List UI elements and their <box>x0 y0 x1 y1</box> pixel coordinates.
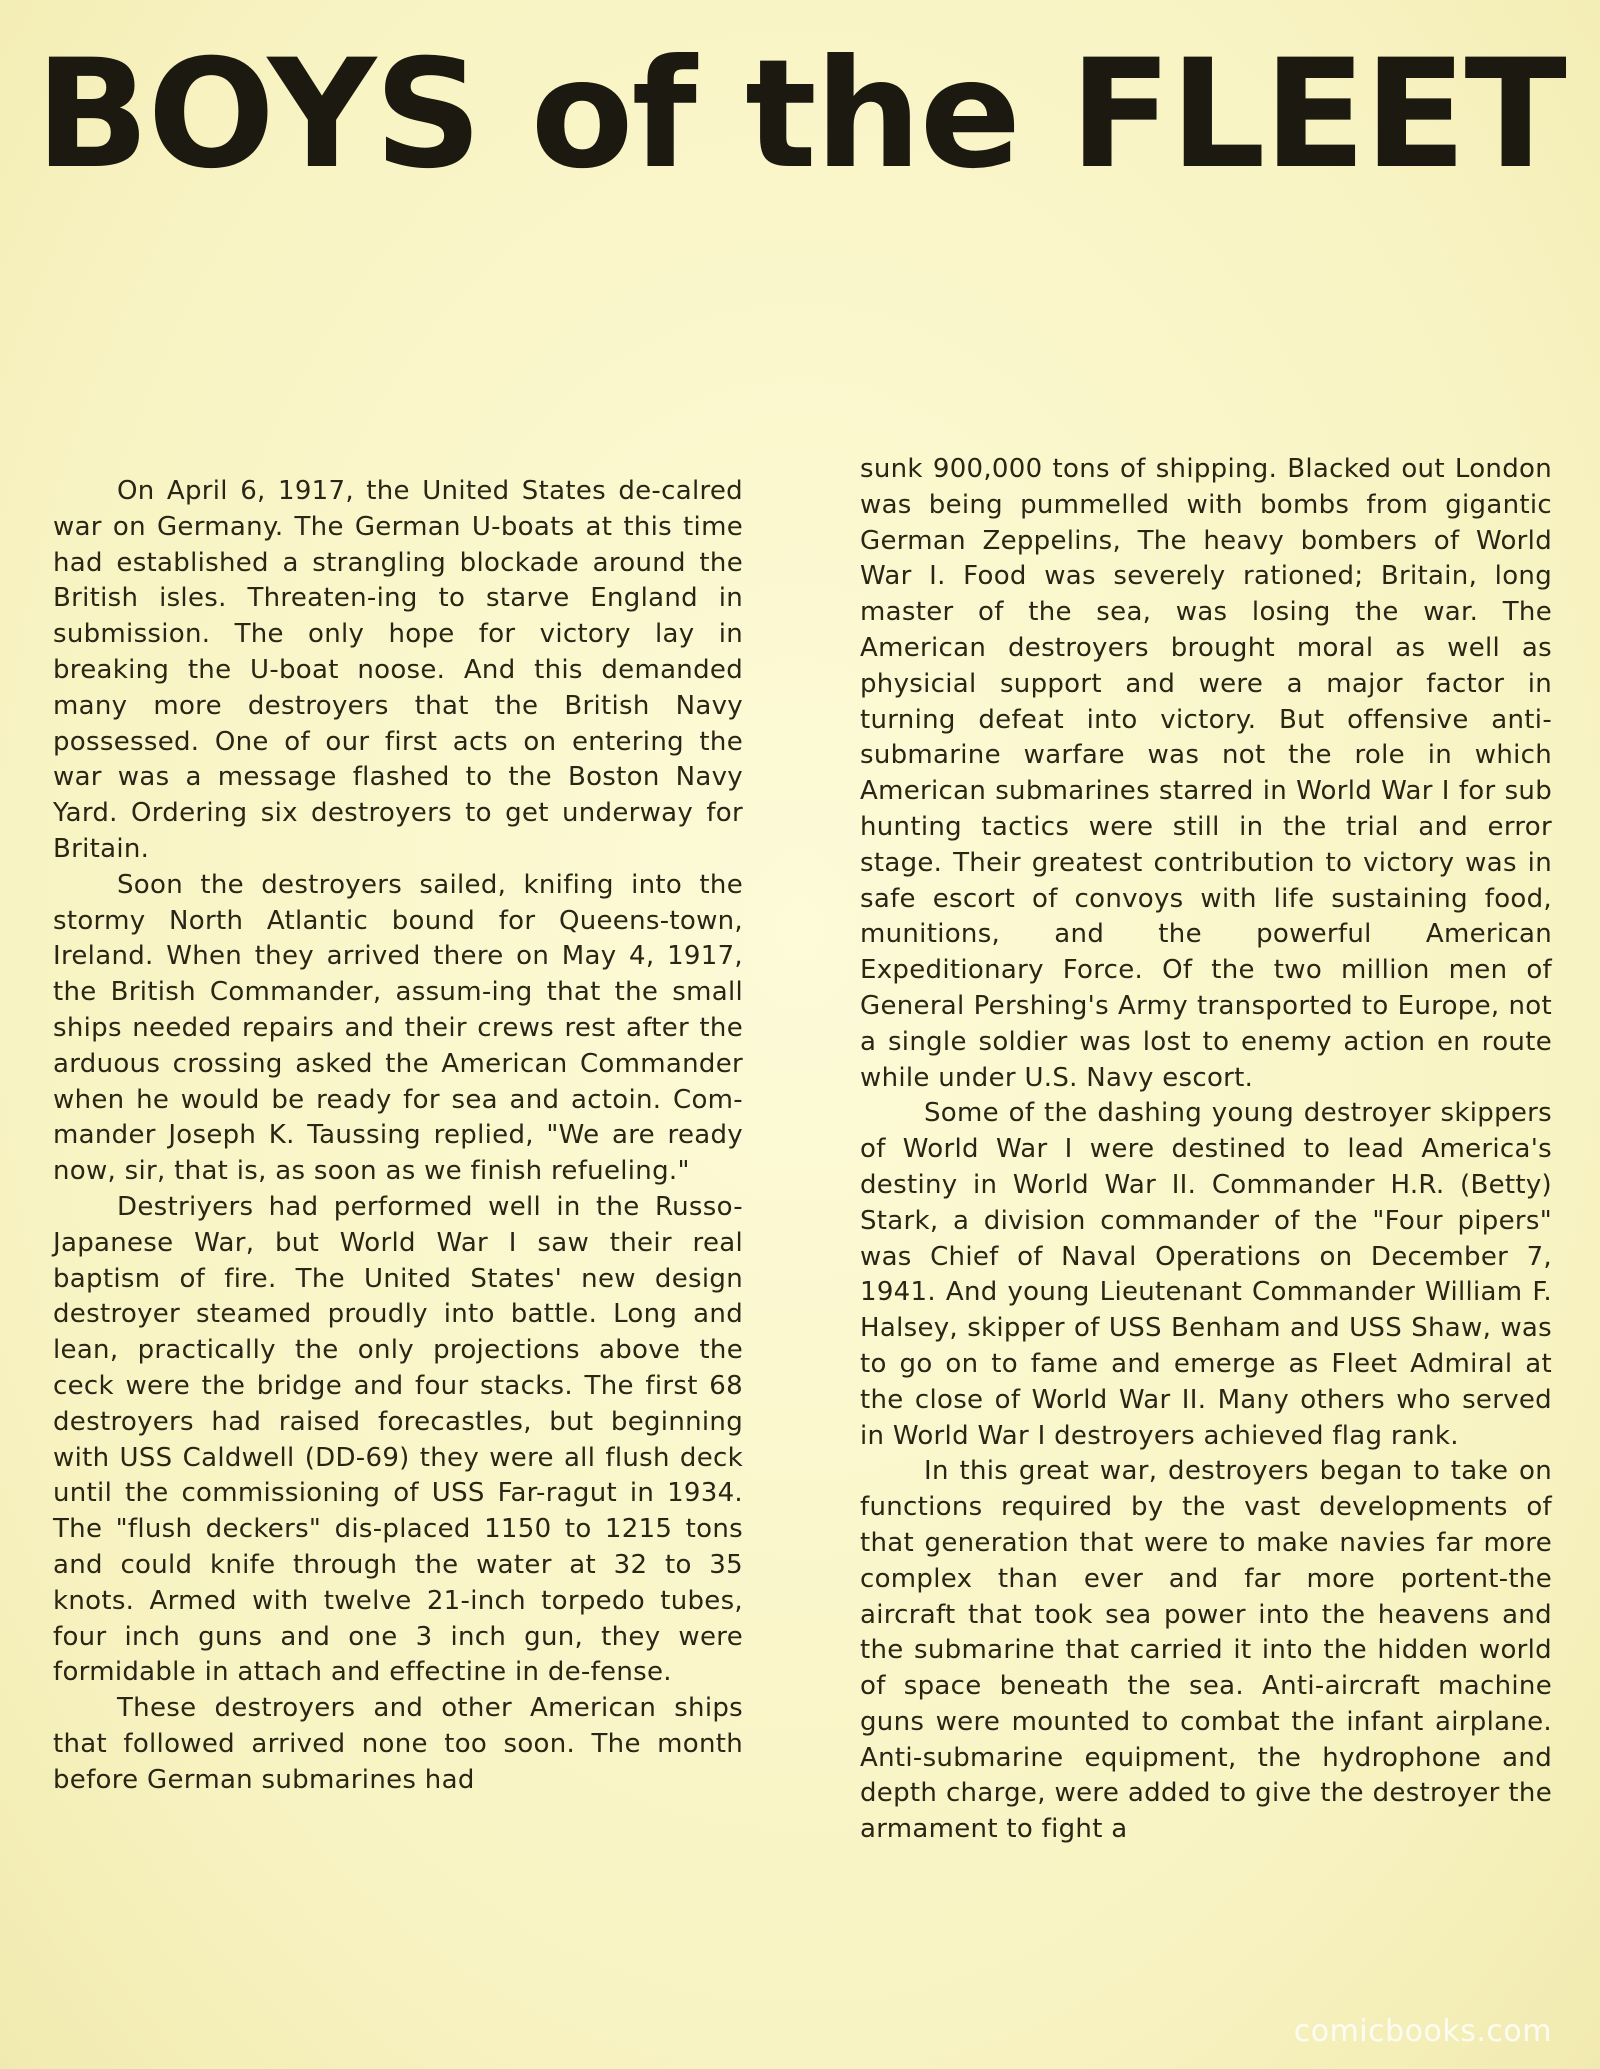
paragraph: In this great war, destroyers began to take on functions required by the vast developments of that generation that were to make navies far more complex than ever and far more portent-the aircraft that took sea power into the heavens and the submarine that carried it into the hidden world of space beneath the sea. Anti-aircraft machine guns were mounted to combat the infant airplane. Anti-submarine equipment, the hydrophone and depth charge, were added to give the destroyer the armament to fight a <box>860 1456 1552 1845</box>
paragraph: Soon the destroyers sailed, knifing into the stormy North Atlantic bound for Queens-town, Ireland. When they arrived there on May 4, 1917, the British Commander, assum-ing that the small ships needed repairs and their crews rest after the arduous crossing asked the American Commander when he would be ready for sea and actoin. Com-mander Joseph K. Taussing replied, "We are ready now, sir, that is, as soon as we finish refueling." <box>53 869 743 1187</box>
paragraph: These destroyers and other American ships that followed arrived none too soon. The month before German submarines had <box>53 1693 743 1795</box>
paragraph: Some of the dashing young destroyer skippers of World War I were destined to lead America's destiny in World War II. Commander H.R. (Betty) Stark, a division commander of the "Four pipers" was Chief of Naval Operations on December 7, 1941. And young Lieutenant Commander William F. Halsey, skipper of USS Benham and USS Shaw, was to go on to fame and emerge as Fleet Admiral at the close of World War II. Many others who served in World War I destroyers achieved flag rank. <box>860 1098 1552 1451</box>
headline: BOYS of the FLEET <box>35 28 1565 202</box>
watermark: comicbooks.com <box>1293 2014 1552 2049</box>
right-column <box>860 452 1552 1848</box>
paragraph: On April 6, 1917, the United States de-calred war on Germany. The German U-boats at this time had established a strangling blockade around the British isles. Threaten-ing to starve England in submission. The only hope for victory lay in breaking the U-boat noose. And this demanded many more destroyers that the British Navy possessed. One of our first acts on entering the war was a message flashed to the Boston Navy Yard. Ordering six destroyers to get underway for Britain. <box>53 476 743 864</box>
left-column <box>53 474 743 1798</box>
paragraph: Destriyers had performed well in the Russo-Japanese War, but World War I saw their real baptism of fire. The United States' new design destroyer steamed proudly into battle. Long and lean, practically the only projections above the ceck were the bridge and four stacks. The first 68 destroyers had raised forecastles, but beginning with USS Caldwell (DD-69) they were all flush deck until the commissioning of USS Far-ragut in 1934. The "flush deckers" dis-placed 1150 to 1215 tons and could knife through the water at 32 to 35 knots. Armed with twelve 21-inch torpedo tubes, four inch guns and one 3 inch gun, they were formidable in attach and effectine in de-fense. <box>53 1191 743 1688</box>
paragraph: sunk 900,000 tons of shipping. Blacked out London was being pummelled with bombs from gigantic German Zeppelins, The heavy bombers of World War I. Food was severely rationed; Britain, long master of the sea, was losing the war. The American destroyers brought moral as well as physicial support and were a major factor in turning defeat into victory. But offensive anti-submarine warfare was not the role in which American submarines starred in World War I for sub hunting tactics were still in the trial and error stage. Their greatest contribution to victory was in safe escort of convoys with life sustaining food, munitions, and the powerful American Expeditionary Force. Of the two million men of General Pershing's Army transported to Europe, not a single soldier was lost to enemy action en route while under U.S. Navy escort. <box>860 454 1552 1093</box>
